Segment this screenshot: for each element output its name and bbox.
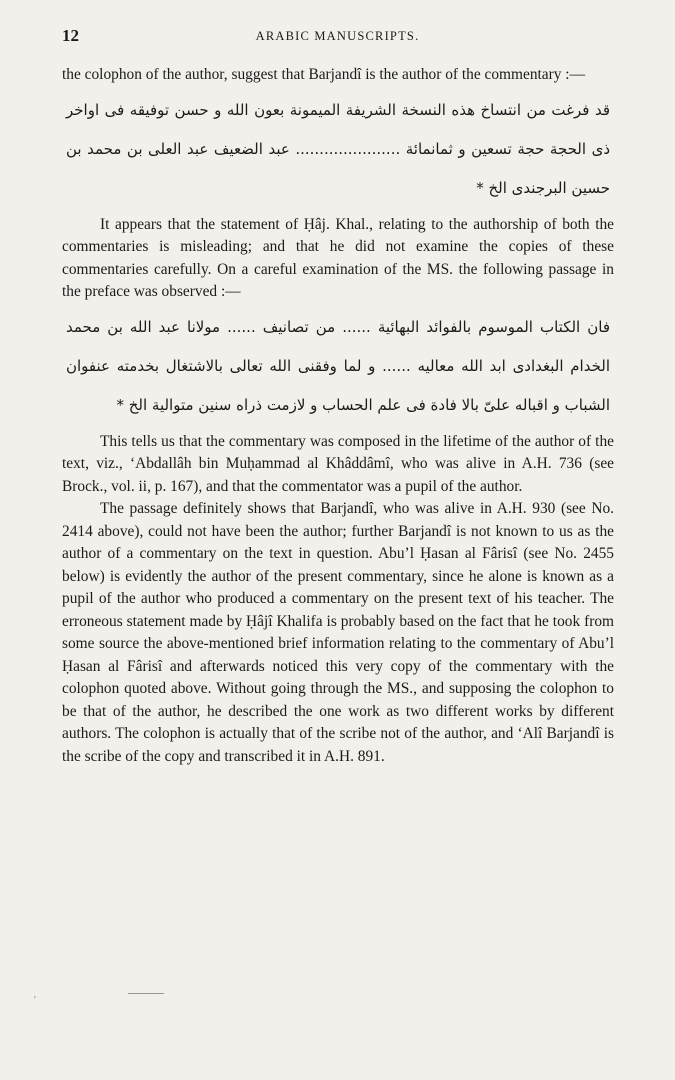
paragraph-statement: It appears that the statement of Ḥâj. Khal., relating to the authorship of both the commentaries is misleading; and that he did not examine the copies of these commentaries carefully. On a careful examination of the MS. the following passage in the preface was observed :— bbox=[62, 215, 614, 300]
page-header bbox=[62, 26, 613, 46]
page-number: 12 bbox=[62, 26, 79, 45]
paragraph-intro: the colophon of the author, suggest that Barjandî is the author of the commentary :— bbox=[62, 66, 585, 83]
paper-speck: ' bbox=[34, 995, 36, 1006]
running-title: ARABIC MANUSCRIPTS. bbox=[255, 29, 420, 43]
page-body bbox=[62, 64, 614, 768]
arabic-colophon-quote: قد فرغت من انتساخ هذه النسخة الشريفة الميمونة بعون الله و حسن توفيقه فى اواخر ذى الحجة حجة تسعين و ثمانمائة ...................... عبد الضعيف عبد العلى بن محمد بن حسين البرجندى الخ * bbox=[66, 100, 610, 197]
paragraph-lifetime: This tells us that the commentary was composed in the lifetime of the author of the text, viz., ‘Abdallâh bin Muḥammad al Khâddâmî, who was alive in A.H. 736 (see Brock., vol. ii, p. 167), and that the commentator was a pupil of the author. bbox=[62, 432, 614, 495]
paper-mark bbox=[128, 993, 164, 994]
arabic-preface-quote: فان الكتاب الموسوم بالفوائد البهائية ...... من تصانيف ...... مولانا عبد الله بن محمد الخدام البغدادى ابد الله معاليه ...... و لما وفقنى الله تعالى بالاشتغال بخدمته عنفوان الشباب و اقباله علىّ بالا فادة فى علم الحساب و لازمت ذراه سنين متوالية الخ * bbox=[66, 317, 610, 414]
paragraph-analysis: The passage definitely shows that Barjandî, who was alive in A.H. 930 (see No. 2414 above), could not have been the author; further Barjandî is not known to us as the author of a commentary on the text in question. Abu’l Ḥasan al Fârisî (see No. 2455 below) is evidently the author of the present commentary, since he alone is known as a pupil of the author who produced a commentary on the present text of his teacher. The erroneous statement made by Ḥâjî Khalifa is probably based on the fact that he took from some source the above-mentioned brief information relating to the commentary of Abu’l Ḥasan al Fârisî and afterwards noticed this very copy of the commentary with the colophon quoted above. Without going through the MS., and supposing the colophon to be that of the author, he described the one work as two different works by different authors. The colophon is actually that of the scribe not of the author, and ‘Alî Barjandî is the scribe of the copy and transcribed it in A.H. 891. bbox=[62, 500, 614, 765]
